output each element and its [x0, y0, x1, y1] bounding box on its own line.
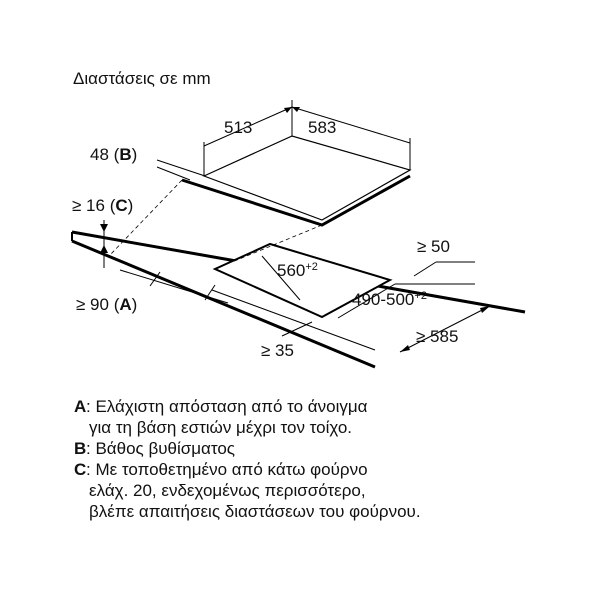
legend-item-c-cont2: βλέπε απαιτήσεις διαστάσεων του φούρνου.	[89, 502, 421, 521]
legend	[74, 396, 421, 522]
legend-item-c-cont1: ελάχ. 20, ενδεχομένως περισσότερο,	[89, 481, 366, 500]
cooktop-plate	[204, 136, 410, 220]
label-thickness: 48 (B)	[90, 145, 138, 164]
label-depth: 583	[308, 118, 337, 137]
label-wall-gap: ≥ 90 (A)	[76, 295, 138, 314]
diagram-title: Διαστάσεις σε mm	[73, 69, 211, 88]
legend-item-a: A : Ελάχιστη απόσταση από το άνοιγμα	[74, 397, 368, 416]
legend-item-c: C : Με τοποθετημένο από κάτω φούρνο	[74, 460, 368, 479]
label-width: 513	[224, 118, 253, 137]
label-front-gap: ≥ 35	[261, 341, 294, 360]
label-worktop-depth: ≥ 585	[416, 327, 459, 346]
legend-item-b: B : Βάθος βυθίσματος	[74, 439, 235, 458]
label-back-gap: ≥ 50	[417, 237, 450, 256]
label-cutout-depth: $560^{+2}$	[277, 261, 318, 280]
label-under-gap: ≥ 16 (C)	[72, 196, 134, 215]
legend-item-a-cont: για τη βάση εστιών μέχρι τον τοίχο.	[89, 418, 353, 437]
label-cutout-width: $490-500^{+2}$	[352, 290, 427, 309]
